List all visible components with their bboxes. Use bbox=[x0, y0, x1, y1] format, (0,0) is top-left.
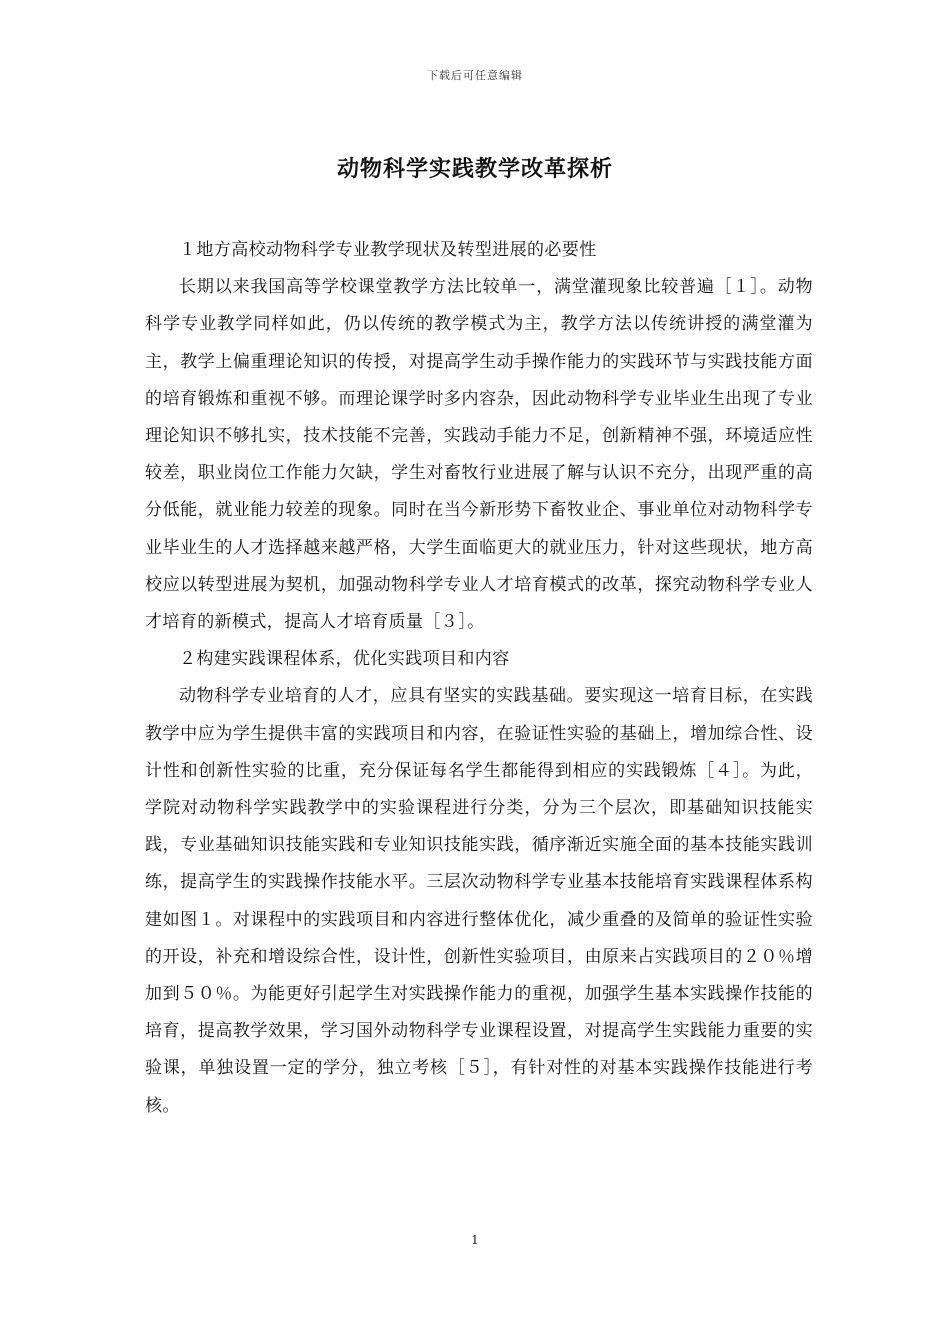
section-paragraph: 长期以来我国高等学校课堂教学方法比较单一，满堂灌现象比较普遍［１］。动物科学专业教学同样如此，仍以传统的教学模式为主，教学方法以传统讲授的满堂灌为主，教学上偏重理论知识的传授，对提高学生动手操作能力的实践环节与实践技能方面的培育锻炼和重视不够。而理论课学时多内容杂，因此动物科学专业毕业生出现了专业理论知识不够扎实，技术技能不完善，实践动手能力不足，创新精神不强，环境适应性较差，职业岗位工作能力欠缺，学生对畜牧行业进展了解与认识不充分，出现严重的高分低能，就业能力较差的现象。同时在当今新形势下畜牧业企、事业单位对动物科学专业毕业生的人才选择越来越严格，大学生面临更大的就业压力，针对这些现状，地方高校应以转型进展为契机，加强动物科学专业人才培育模式的改革，探究动物科学专业人才培育的新模式，提高人才培育质量［３］。 bbox=[145, 277, 813, 633]
section-heading: ２构建实践课程体系，优化实践项目和内容 bbox=[179, 649, 510, 670]
section-paragraph: 动物科学专业培育的人才，应具有坚实的实践基础。要实现这一培育目标，在实践教学中应为学生提供丰富的实践项目和内容，在验证性实验的基础上，增加综合性、设计性和创新性实验的比重，充分保证每名学生都能得到相应的实践锻炼［４］。为此，学院对动物科学实践教学中的实验课程进行分类，分为三个层次，即基础知识技能实践，专业基础知识技能实践和专业知识技能实践，循序渐近实施全面的基本技能实践训练，提高学生的实践操作技能水平。三层次动物科学专业基本技能培育实践课程体系构建如图１。对课程中的实践项目和内容进行整体优化，减少重叠的及简单的验证性实验的开设，补充和增设综合性，设计性，创新性实验项目，由原来占实践项目的２０％增加到５０％。为能更好引起学生对实践操作能力的重视，加强学生基本实践操作技能的培育，提高教学效果，学习国外动物科学专业课程设置，对提高学生实践能力重要的实验课，单独设置一定的学分，独立考核［５］，有针对性的对基本实践操作技能进行考核。 bbox=[145, 686, 813, 1116]
header-note: 下载后可任意编辑 bbox=[427, 69, 523, 82]
document-body bbox=[145, 232, 813, 1125]
page-number: 1 bbox=[471, 1233, 479, 1247]
section-heading: １地方高校动物科学专业教学现状及转型进展的必要性 bbox=[179, 240, 597, 260]
document-title: 动物科学实践教学改革探析 bbox=[336, 156, 613, 182]
